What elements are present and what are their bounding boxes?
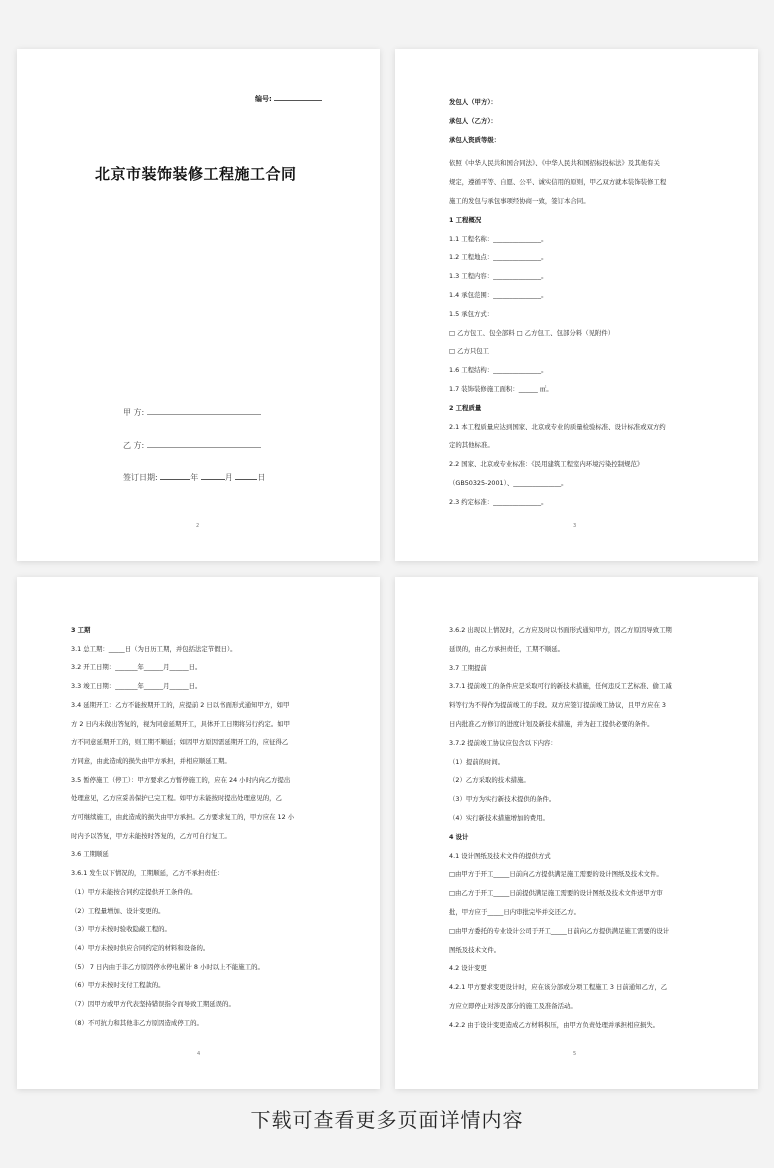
- text-line: 批，甲方应于_____日内审批完毕并交还乙方。: [449, 907, 581, 916]
- text-line: 依照《中华人民共和国合同法》、《中华人民共和国招标投标法》及其他有关: [449, 159, 660, 168]
- text-line: （5） 7 日内由于非乙方原因停水停电累计 8 小时以上不能施工的。: [71, 962, 264, 971]
- text-line: □ 乙方只包工: [449, 347, 490, 356]
- download-more-caption: 下载可查看更多页面详情内容: [250, 1108, 524, 1132]
- text-line: （7）因甲方或甲方代表坚持错误指令而导致工期延误的。: [71, 1000, 235, 1009]
- text-line: 3.1 总工期：_____日（为日历工期，并包括法定节假日）。: [71, 644, 237, 653]
- document-page-3: [395, 49, 758, 561]
- party-b-field: [123, 440, 261, 451]
- text-line: 3.6.1 发生以下情况的，工期顺延，乙方不承担责任：: [71, 869, 224, 878]
- text-line: （GB50325-2001）、_______________。: [449, 478, 568, 487]
- page-3-body: [449, 93, 726, 512]
- page-number: 2: [196, 523, 200, 529]
- party-a-blank: [147, 407, 261, 415]
- text-line: 时内予以答复，甲方未能按时答复的，乙方可自行复工。: [71, 831, 231, 840]
- text-line: 规定，遵循平等、自愿、公平、诚实信用的原则，甲乙双方就本装饰装修工程: [449, 178, 667, 187]
- text-line: （6）甲方未按时支付工程款的。: [71, 981, 165, 990]
- text-line: 4.2 设计变更: [449, 964, 487, 973]
- text-line: 1.3 工程内容：_______________。: [449, 272, 548, 281]
- sign-date-field: [123, 472, 265, 483]
- text-line: 2.3 约定标准：_______________。: [449, 497, 548, 506]
- text-line: 方可继续施工，由此造成的损失由甲方承担。乙方要求复工的，甲方应在 12 小: [71, 813, 295, 822]
- section-heading: 3 工期: [71, 626, 91, 634]
- text-line: 4.2.1 甲方要求变更设计时，应在该分部或分项工程施工 3 日前通知乙方，乙: [449, 983, 668, 992]
- contract-number-label: 编号:: [255, 95, 272, 103]
- text-line: （3）甲方未按时验收隐蔽工程的。: [71, 925, 171, 934]
- section-heading: 承包人（乙方）：: [449, 116, 497, 125]
- text-line: 3.3 竣工日期：_______年______月______日。: [71, 682, 202, 691]
- text-line: （2）乙方采取的技术措施。: [449, 776, 530, 785]
- text-line: 2.1 本工程质量应达到国家、北京或专业的质量检验标准、设计标准或双方约: [449, 422, 666, 431]
- text-line: 3.6 工期顺延: [71, 850, 109, 859]
- text-line: 4.1 设计图纸及技术文件的提供方式: [449, 851, 551, 860]
- document-page-cover: [17, 49, 380, 561]
- text-line: 图纸及技术文件。: [449, 945, 501, 954]
- section-heading: 2 工程质量: [449, 403, 482, 412]
- text-line: 1.4 承包范围：_______________。: [449, 290, 548, 299]
- text-line: （2）工程量增加、设计变更的。: [71, 906, 165, 915]
- text-line: 施工的发包与承包事项经协商一致，签订本合同。: [449, 196, 590, 205]
- text-line: 方同意，由此造成的损失由甲方承担，并相应顺延工期。: [71, 756, 231, 765]
- section-heading: 发包人（甲方）：: [449, 98, 497, 106]
- text-line: 1.7 装饰装修施工面积：______ ㎡。: [449, 384, 553, 393]
- text-line: 3.7.2 提前竣工协议应包含以下内容：: [449, 738, 557, 747]
- text-line: （1）甲方未能按合同约定提供开工条件的。: [71, 887, 197, 896]
- text-line: 3.7.1 提前竣工的条件应是采取可行的新技术措施，任何违反工艺标准、偷工减: [449, 682, 672, 691]
- page-number: 4: [197, 1051, 201, 1057]
- section-heading: 承包人资质等级：: [449, 135, 501, 144]
- section-heading: 4 设计: [449, 832, 469, 841]
- text-line: 方应立即停止对涉及部分的施工及准备活动。: [449, 1001, 577, 1010]
- text-line: 1.1 工程名称：_______________。: [449, 234, 548, 243]
- document-page-4: [17, 577, 380, 1089]
- contract-number-field: [255, 93, 322, 104]
- text-line: 2.2 国家、北京或专业标准：《民用建筑工程室内环境污染控制规范》: [449, 460, 644, 469]
- text-line: 日内批准乙方修订的进度计划及新技术措施，并为赶工提供必要的条件。: [449, 719, 654, 728]
- text-line: 方不同意延期开工的，则工期不顺延；如因甲方原因需延期开工的，应征得乙: [71, 738, 289, 747]
- text-line: 1.2 工程地点：_______________。: [449, 253, 548, 262]
- contract-number-blank: [274, 93, 322, 101]
- document-page-5: [395, 577, 758, 1089]
- text-line: 延误的，由乙方承担责任，工期不顺延。: [449, 644, 565, 653]
- party-b-label: 乙 方:: [123, 441, 145, 450]
- sign-date-label: 签订日期:: [123, 473, 158, 482]
- day-blank: [235, 472, 257, 480]
- page-number: 5: [573, 1051, 577, 1057]
- month-blank: [201, 472, 225, 480]
- party-a-label: 甲 方:: [123, 408, 145, 417]
- text-line: □由乙方于开工_____日前提供满足施工需要的设计图纸及技术文件送甲方审: [449, 889, 663, 898]
- month-label: 月: [224, 473, 233, 482]
- contract-title: 北京市装饰装修工程施工合同: [95, 165, 297, 183]
- text-line: 3.4 延期开工：乙方不能按期开工的，应提前 2 日以书面形式通知甲方，如甲: [71, 700, 290, 709]
- year-blank: [160, 472, 190, 480]
- text-line: （4）甲方未按时供应合同约定的材料和设备的。: [71, 943, 210, 952]
- text-line: 料等行为不得作为提前竣工的手段。双方应签订提前竣工协议，且甲方应在 3: [449, 701, 666, 710]
- page-5-body: [449, 621, 726, 1035]
- text-line: 3.2 开工日期：_______年______月______日。: [71, 663, 202, 672]
- page-4-body: [71, 621, 348, 1032]
- text-line: 3.5 暂停施工（停工）：甲方要求乙方暂停施工的，应在 24 小时内向乙方提出: [71, 775, 291, 784]
- text-line: 3.6.2 出现以上情况时，乙方应及时以书面形式通知甲方，因乙方原因导致工期: [449, 626, 672, 634]
- text-line: （4）实行新技术措施增加的费用。: [449, 813, 549, 822]
- party-b-blank: [147, 440, 261, 448]
- text-line: □由甲方于开工_____日前向乙方提供满足施工需要的设计图纸及技术文件。: [449, 870, 663, 879]
- text-line: 1.6 工程结构：_______________。: [449, 366, 548, 375]
- section-heading: 1 工程概况: [449, 215, 482, 224]
- text-line: （1）提前的时间。: [449, 757, 505, 766]
- year-label: 年: [190, 473, 199, 482]
- text-line: □ 乙方包工、包全部料 □ 乙方包工、包部分料（见附件）: [449, 328, 615, 337]
- text-line: 1.5 承包方式：: [449, 309, 494, 318]
- text-line: 处理意见，乙方应妥善保护已完工程。如甲方未能按时提出处理意见的，乙: [71, 794, 282, 803]
- text-line: 定的其他标准。: [449, 441, 494, 450]
- text-line: □由甲方委托的专业设计公司于开工_____日前向乙方提供满足施工需要的设计: [449, 926, 670, 935]
- text-line: （3）甲方为实行新技术提供的条件。: [449, 795, 556, 804]
- party-a-field: [123, 407, 261, 418]
- text-line: 3.7 工期提前: [449, 663, 487, 672]
- day-label: 日: [257, 473, 266, 482]
- text-line: （8）不可抗力和其他非乙方原因造成停工的。: [71, 1018, 203, 1027]
- text-line: 方 2 日内未做出答复的，视为同意延期开工，具体开工日期将另行约定。如甲: [71, 719, 291, 728]
- text-line: 4.2.2 由于设计变更造成乙方材料积压，由甲方负责处理并承担相应损失。: [449, 1020, 660, 1029]
- page-number: 3: [573, 523, 577, 529]
